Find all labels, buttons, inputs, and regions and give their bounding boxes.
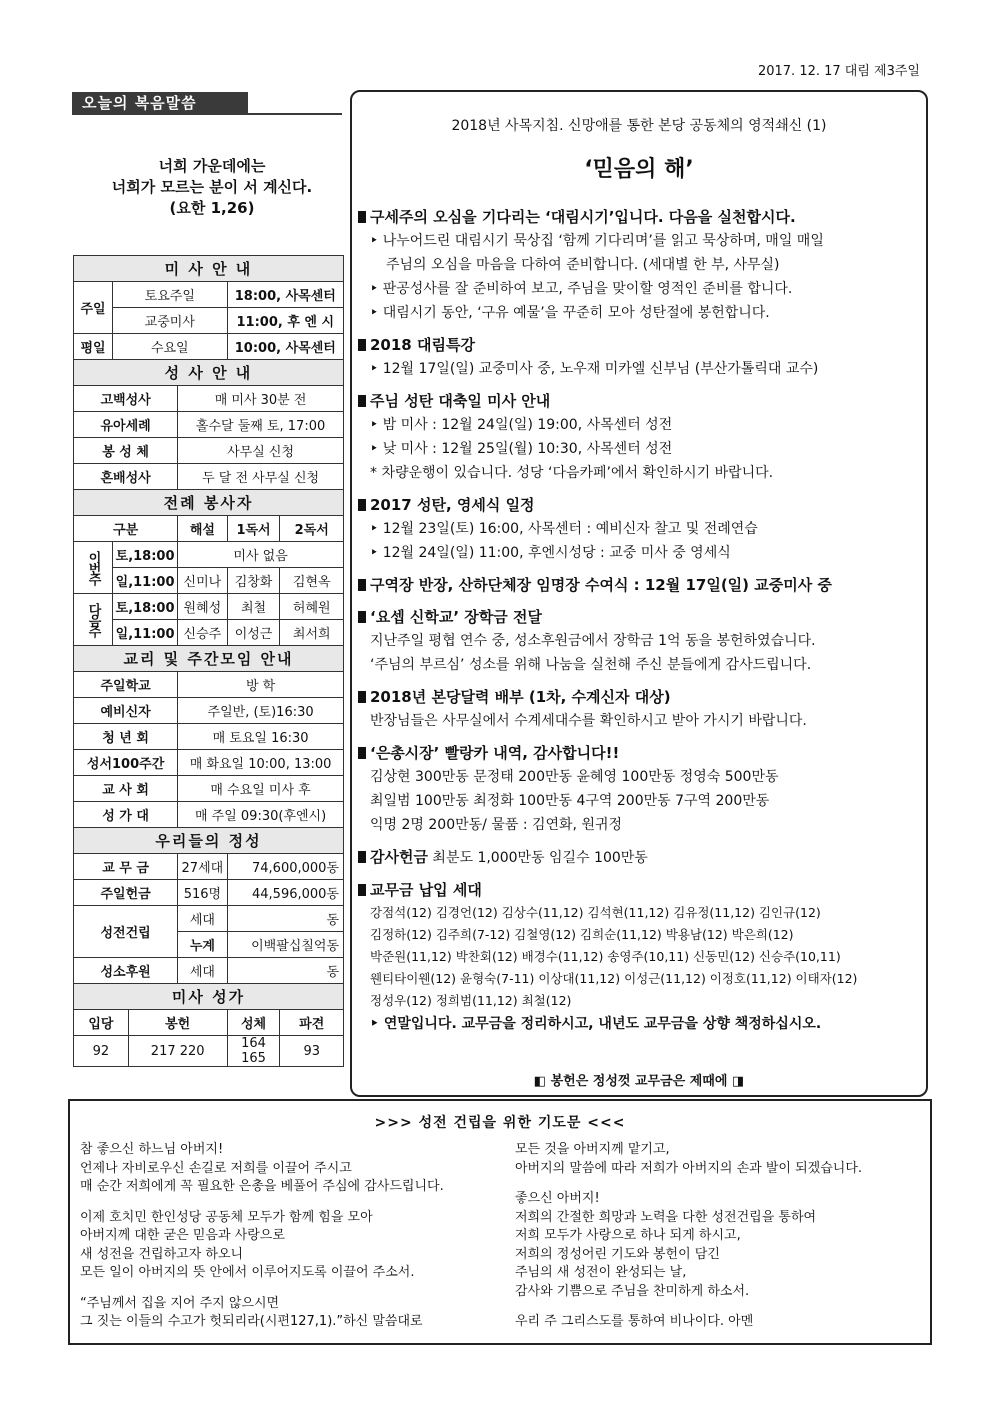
sacrament-name: 혼배성사 bbox=[74, 464, 178, 490]
gospel-header-rule bbox=[72, 113, 342, 115]
meeting-value: 매 수요일 미사 후 bbox=[178, 776, 344, 802]
gospel-line: 너희 가운데에는 bbox=[158, 157, 266, 175]
liturgy-title: 전례 봉사자 bbox=[74, 490, 344, 516]
building-fund-label: 누계 bbox=[178, 932, 227, 958]
meeting-name: 청 년 회 bbox=[74, 724, 178, 750]
offering-name: 교 무 금 bbox=[74, 854, 178, 880]
hymn-number: 93 bbox=[280, 1036, 344, 1067]
square-bullet-icon bbox=[358, 851, 366, 863]
liturgy-time: 토,18:00 bbox=[113, 542, 178, 568]
prayer-line: 저희의 정성어린 기도와 봉헌이 담긴 bbox=[515, 1246, 720, 1262]
notice-heading: 2018년 본당달력 배부 (1차, 수계신자 대상) bbox=[358, 685, 926, 709]
dues-list-line: 김정하(12) 김주희(7-12) 김철영(12) 김희순(11,12) 박용남(12) 박은희(12) bbox=[370, 927, 794, 942]
prayer-right-column bbox=[515, 1141, 925, 1332]
liturgy-header: 구분 bbox=[74, 516, 178, 542]
mass-time: 10:00, 사목센터 bbox=[227, 334, 343, 360]
prayer-line bbox=[80, 1283, 500, 1295]
prayer-line: 감사와 기쁨으로 주님을 찬미하게 하소서. bbox=[515, 1283, 750, 1299]
dues-list-line: 정성우(12) 정희범(11,12) 최철(12) bbox=[370, 993, 572, 1008]
prayer-line: 아버지의 말씀에 따라 저희가 아버지의 손과 발이 되겠습니다. bbox=[515, 1160, 863, 1176]
hymn-number: 92 bbox=[74, 1036, 129, 1067]
notice-line: 김상현 300만동 문정태 200만동 윤혜영 100만동 정영숙 500만동 bbox=[370, 769, 779, 785]
square-bullet-icon bbox=[358, 691, 366, 703]
notice-heading: 감사헌금 최분도 1,000만동 임길수 100만동 bbox=[358, 845, 926, 870]
hymn-number: 217 220 bbox=[128, 1036, 227, 1067]
commentator: 신미나 bbox=[178, 568, 227, 594]
meeting-name: 성 가 대 bbox=[74, 802, 178, 828]
building-fund-amount: 동 bbox=[227, 906, 343, 932]
offering-amount: 44,596,000동 bbox=[227, 880, 343, 906]
prayer-title: >>> 성전 건립을 위한 기도문 <<< bbox=[374, 1115, 626, 1131]
prayer-line: 이제 호치민 한인성당 공동체 모두가 함께 힘을 모아 bbox=[80, 1209, 373, 1225]
offering-name: 주일헌금 bbox=[74, 880, 178, 906]
dues-list-line: 박준원(11,12) 박찬회(12) 배경수(11,12) 송영주(10,11) 신동민(12) 신승주(10,11) bbox=[370, 949, 841, 964]
second-reader: 허혜원 bbox=[280, 594, 344, 620]
notice-line: ‣ 나누어드린 대림시기 묵상집 ‘함께 기다리며’를 읽고 묵상하며, 매일 매일 bbox=[370, 233, 824, 249]
weekday-label: 평일 bbox=[74, 334, 113, 360]
liturgy-header: 해설 bbox=[178, 516, 227, 542]
meetings-title: 교리 및 주간모임 안내 bbox=[74, 646, 344, 672]
notice-heading: 2017 성탄, 영세식 일정 bbox=[358, 493, 926, 517]
hymn-header: 성체 bbox=[227, 1010, 280, 1036]
notice-heading: ‘요셉 신학교’ 장학금 전달 bbox=[358, 605, 926, 629]
sacrament-name: 유아세례 bbox=[74, 412, 178, 438]
offerings-title: 우리들의 정성 bbox=[74, 828, 344, 854]
pastoral-title: ‘믿음의 해’ bbox=[584, 157, 694, 182]
vocation-support-count: 세대 bbox=[178, 958, 227, 984]
notice-line: ‣ 12월 24일(일) 11:00, 후엔시성당 : 교중 미사 중 영세식 bbox=[370, 545, 731, 561]
vocation-support-amount: 동 bbox=[227, 958, 343, 984]
square-bullet-icon bbox=[358, 579, 366, 591]
offering-count: 516명 bbox=[178, 880, 227, 906]
notice-line: ‣ 낮 미사 : 12월 25일(월) 10:30, 사목센터 성전 bbox=[370, 441, 673, 457]
prayer-line: 모든 일이 아버지의 뜻 안에서 이루어지도록 이끌어 주소서. bbox=[80, 1265, 415, 1280]
prayer-line: 언제나 자비로우신 손길로 저희를 이끌어 주시고 bbox=[80, 1160, 352, 1176]
notice-line: ‣ 대림시기 동안, ‘구유 예물’을 꾸준히 모아 성탄절에 봉헌합니다. bbox=[370, 305, 770, 321]
mass-time: 11:00, 후 엔 시 bbox=[227, 308, 343, 334]
sacrament-name: 고백성사 bbox=[74, 386, 178, 412]
liturgy-header: 2독서 bbox=[280, 516, 344, 542]
mass-time: 18:00, 사목센터 bbox=[227, 282, 343, 308]
notice-line: 익명 2명 200만동/ 물품 : 김연화, 원귀정 bbox=[370, 817, 623, 833]
gospel-header: 오늘의 복음말씀 bbox=[72, 92, 248, 114]
prayer-line: 저희의 간절한 희망과 노력을 다한 성전건립을 통하여 bbox=[515, 1209, 817, 1225]
meeting-name: 주일학교 bbox=[74, 672, 178, 698]
liturgy-time: 일,11:00 bbox=[113, 620, 178, 646]
gospel-reference: (요한 1,26) bbox=[169, 199, 255, 217]
prayer-line: 새 성전을 건립하고자 하오니 bbox=[80, 1246, 244, 1262]
building-fund-label: 세대 bbox=[178, 906, 227, 932]
prayer-left-column bbox=[80, 1141, 500, 1332]
building-fund-amount: 이백팔십칠억동 bbox=[227, 932, 343, 958]
hymns-title: 미사 성가 bbox=[74, 984, 344, 1010]
sacrament-value: 사무실 신청 bbox=[178, 438, 344, 464]
liturgy-time: 토,18:00 bbox=[113, 594, 178, 620]
square-bullet-icon bbox=[358, 611, 366, 623]
prayer-line: 좋으신 아버지! bbox=[515, 1191, 600, 1206]
sunday-label: 주일 bbox=[74, 282, 113, 334]
square-bullet-icon bbox=[358, 211, 366, 223]
meeting-name: 예비신자 bbox=[74, 698, 178, 724]
prayer-line: 매 순간 저희에게 꼭 필요한 은총을 베풀어 주심에 감사드립니다. bbox=[80, 1179, 444, 1194]
notice-heading: 주님 성탄 대축일 미사 안내 bbox=[358, 389, 926, 413]
notice-line: * 차량운행이 있습니다. 성당 ‘다음카페’에서 확인하시기 바랍니다. bbox=[370, 465, 774, 481]
pastoral-subtitle: 2018년 사목지침. 신망애를 통한 본당 공동체의 영적쇄신 (1) bbox=[451, 118, 827, 134]
notice-line: ‣ 밤 미사 : 12월 24일(일) 19:00, 사목센터 성전 bbox=[370, 417, 673, 433]
liturgy-no-mass: 미사 없음 bbox=[178, 542, 344, 568]
vocation-support-name: 성소후원 bbox=[74, 958, 178, 984]
second-reader: 최서희 bbox=[280, 620, 344, 646]
liturgy-time: 일,11:00 bbox=[113, 568, 178, 594]
mass-name: 수요일 bbox=[113, 334, 228, 360]
commentator: 신승주 bbox=[178, 620, 227, 646]
offering-slogan: ◧ 봉헌은 정성껏 교무금은 제때에 ◨ bbox=[533, 1074, 745, 1089]
gospel-line: 너희가 모르는 분이 서 계신다. bbox=[111, 178, 313, 196]
notice-heading: 2018 대림특강 bbox=[358, 333, 926, 357]
notice-heading: 구역장 반장, 산하단체장 임명장 수여식 : 12월 17일(일) 교중미사 중 bbox=[358, 573, 926, 597]
hymn-header: 입당 bbox=[74, 1010, 129, 1036]
hymn-header: 파견 bbox=[280, 1010, 344, 1036]
dues-list-line: 강점석(12) 김경언(12) 김상수(11,12) 김석현(11,12) 김유정(11,12) 김인규(12) bbox=[370, 905, 821, 920]
notice-line: 주님의 오심을 마음을 다하여 준비합니다. (세대별 한 부, 사무실) bbox=[386, 257, 780, 273]
prayer-line: 주님의 새 성전이 완성되는 날, bbox=[515, 1265, 687, 1280]
prayer-line: 모든 것을 아버지께 맡기고, bbox=[515, 1142, 670, 1157]
commentator: 원혜성 bbox=[178, 594, 227, 620]
sacrament-value: 두 달 전 사무실 신청 bbox=[178, 464, 344, 490]
mass-name: 교중미사 bbox=[113, 308, 228, 334]
square-bullet-icon bbox=[358, 747, 366, 759]
notice-heading: 교무금 납입 세대 bbox=[358, 878, 926, 902]
notice-line: ‣ 12월 23일(토) 16:00, 사목센터 : 예비신자 찰고 및 전례연습 bbox=[370, 521, 758, 537]
notice-line: ‘주님의 부르심’ 성소를 위해 나눔을 실천해 주신 분들에게 감사드립니다. bbox=[370, 657, 812, 673]
mass-name: 토요주일 bbox=[113, 282, 228, 308]
sacrament-name: 봉 성 체 bbox=[74, 438, 178, 464]
prayer-line bbox=[515, 1178, 925, 1190]
meeting-value: 주일반, (토)16:30 bbox=[178, 698, 344, 724]
meeting-value: 방 학 bbox=[178, 672, 344, 698]
mass-guide-title: 미 사 안 내 bbox=[74, 256, 344, 282]
prayer-line: 저희 모두가 사랑으로 하나 되게 하시고, bbox=[515, 1228, 741, 1243]
meeting-value: 매 주일 09:30(후엔시) bbox=[178, 802, 344, 828]
notice-line: ‣ 연말입니다. 교무금을 정리하시고, 내년도 교무금을 상향 책정하십시오. bbox=[370, 1016, 822, 1032]
building-fund-name: 성전건립 bbox=[74, 906, 178, 958]
sacrament-value: 매 미사 30분 전 bbox=[178, 386, 344, 412]
notice-heading: ‘은총시장’ 빨랑카 내역, 감사합니다!! bbox=[358, 741, 926, 765]
gospel-verse bbox=[72, 156, 352, 219]
square-bullet-icon bbox=[358, 395, 366, 407]
prayer-line: 그 짓는 이들의 수고가 헛되리라(시편127,1).”하신 말씀대로 bbox=[80, 1314, 423, 1329]
bulletin-date: 2017. 12. 17 대림 제3주일 bbox=[757, 64, 920, 79]
meeting-value: 매 화요일 10:00, 13:00 bbox=[178, 750, 344, 776]
notice-line: ‣ 판공성사를 잘 준비하여 보고, 주님을 맞이할 영적인 준비를 합니다. bbox=[370, 281, 793, 297]
sacrament-guide-title: 성 사 안 내 bbox=[74, 360, 344, 386]
liturgy-header: 1독서 bbox=[227, 516, 280, 542]
first-reader: 이성근 bbox=[227, 620, 280, 646]
next-week-label: 다음주 bbox=[74, 594, 113, 646]
dues-list-line: 웬티타이웬(12) 윤형숙(7-11) 이상대(11,12) 이성근(11,12) 이정호(11,12) 이태자(12) bbox=[370, 971, 858, 986]
square-bullet-icon bbox=[358, 884, 366, 896]
sacrament-value: 홀수달 둘째 토, 17:00 bbox=[178, 412, 344, 438]
square-bullet-icon bbox=[358, 339, 366, 351]
first-reader: 김창화 bbox=[227, 568, 280, 594]
notice-line: 최일범 100만동 최정화 100만동 4구역 200만동 7구역 200만동 bbox=[370, 793, 770, 809]
meeting-value: 매 토요일 16:30 bbox=[178, 724, 344, 750]
prayer-line: 참 좋으신 하느님 아버지! bbox=[80, 1142, 224, 1157]
first-reader: 최철 bbox=[227, 594, 280, 620]
prayer-line: “주님께서 집을 지어 주지 않으시면 bbox=[80, 1295, 280, 1311]
notice-content bbox=[358, 205, 926, 1036]
offering-amount: 74,600,000동 bbox=[227, 854, 343, 880]
hymn-header: 봉헌 bbox=[128, 1010, 227, 1036]
info-table bbox=[73, 255, 344, 1067]
offering-count: 27세대 bbox=[178, 854, 227, 880]
prayer-line bbox=[515, 1301, 925, 1313]
notice-line: 반장님들은 사무실에서 수계세대수를 확인하시고 받아 가시기 바랍니다. bbox=[370, 713, 807, 729]
notice-heading: 구세주의 오심을 기다리는 ‘대림시기’입니다. 다음을 실천합시다. bbox=[358, 205, 926, 229]
prayer-line bbox=[80, 1197, 500, 1209]
notice-line: ‣ 12월 17일(일) 교중미사 중, 노우재 미카엘 신부님 (부산가톨릭대 교수) bbox=[370, 361, 819, 377]
this-week-label: 이번주 bbox=[74, 542, 113, 594]
prayer-line: 우리 주 그리스도를 통하여 비나이다. 아멘 bbox=[515, 1314, 754, 1329]
square-bullet-icon bbox=[358, 499, 366, 511]
notice-line: 지난주일 평협 연수 중, 성소후원금에서 장학금 1억 동을 봉헌하였습니다. bbox=[370, 633, 816, 649]
meeting-name: 교 사 회 bbox=[74, 776, 178, 802]
hymn-number: 164 165 bbox=[227, 1036, 280, 1067]
second-reader: 김현옥 bbox=[280, 568, 344, 594]
meeting-name: 성서100주간 bbox=[74, 750, 178, 776]
prayer-line: 아버지께 대한 굳은 믿음과 사랑으로 bbox=[80, 1228, 285, 1243]
